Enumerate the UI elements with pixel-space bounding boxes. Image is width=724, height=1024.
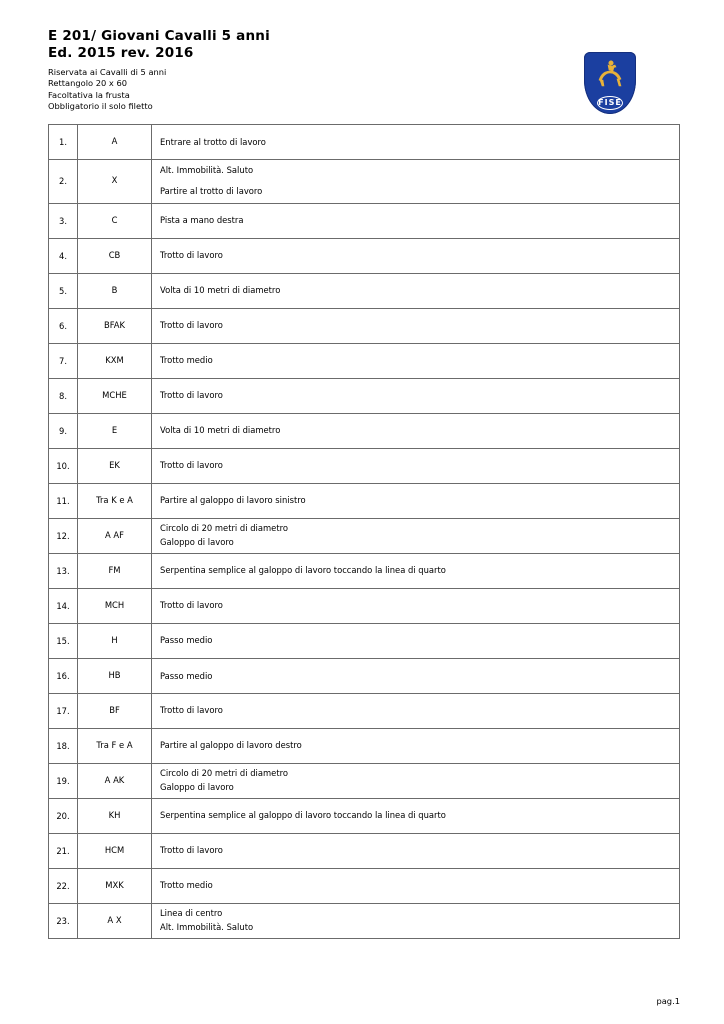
row-description: Linea di centro Alt. Immobilità. Saluto — [152, 903, 680, 938]
table-row — [49, 693, 680, 728]
subtitle-line-2: Rettangolo 20 x 60 — [48, 78, 128, 89]
row-letters: KH — [78, 798, 152, 833]
logo-text: FISE — [598, 98, 622, 107]
table-row — [49, 378, 680, 413]
table-row — [49, 483, 680, 518]
row-letters: E — [78, 413, 152, 448]
row-number: 22. — [49, 868, 78, 903]
row-letters: A — [78, 124, 152, 159]
table-row — [49, 203, 680, 238]
row-description: Serpentina semplice al galoppo di lavoro toccando la linea di quarto — [152, 798, 680, 833]
row-letters: FM — [78, 553, 152, 588]
row-number: 23. — [49, 903, 78, 938]
table-row — [49, 518, 680, 553]
row-description: Pista a mano destra — [152, 203, 680, 238]
shield-icon — [584, 52, 636, 114]
row-description: Trotto medio — [152, 868, 680, 903]
table-row — [49, 553, 680, 588]
row-description: Trotto di lavoro — [152, 378, 680, 413]
row-number: 10. — [49, 448, 78, 483]
row-letters: HCM — [78, 833, 152, 868]
table-row — [49, 798, 680, 833]
table-row — [49, 448, 680, 483]
row-description: Entrare al trotto di lavoro — [152, 124, 680, 159]
row-number: 20. — [49, 798, 78, 833]
subtitle-list — [48, 67, 518, 113]
row-letters: Tra F e A — [78, 728, 152, 763]
row-number: 9. — [49, 413, 78, 448]
row-description: Serpentina semplice al galoppo di lavoro toccando la linea di quarto — [152, 553, 680, 588]
row-letters: MXK — [78, 868, 152, 903]
horse-rider-icon — [593, 58, 627, 88]
row-letters: EK — [78, 448, 152, 483]
table-row — [49, 868, 680, 903]
table-row — [49, 124, 680, 159]
row-letters: B — [78, 273, 152, 308]
row-description: Alt. Immobilità. Saluto Partire al trotto di lavoro — [152, 159, 680, 203]
row-description: Volta di 10 metri di diametro — [152, 413, 680, 448]
page-title-line1: E 201/ Giovani Cavalli 5 anni — [48, 28, 270, 44]
row-letters: KXM — [78, 343, 152, 378]
row-number: 21. — [49, 833, 78, 868]
table-row — [49, 623, 680, 658]
row-number: 18. — [49, 728, 78, 763]
subtitle-line-3: Facoltativa la frusta — [48, 89, 130, 100]
row-letters: BFAK — [78, 308, 152, 343]
row-description: Partire al galoppo di lavoro sinistro — [152, 483, 680, 518]
row-description: Passo medio — [152, 623, 680, 658]
table-row — [49, 343, 680, 378]
row-description: Trotto di lavoro — [152, 693, 680, 728]
row-letters: CB — [78, 238, 152, 273]
row-number: 8. — [49, 378, 78, 413]
row-letters: A X — [78, 903, 152, 938]
row-number: 7. — [49, 343, 78, 378]
row-number: 15. — [49, 623, 78, 658]
row-number: 19. — [49, 763, 78, 798]
row-description: Circolo di 20 metri di diametro Galoppo di lavoro — [152, 763, 680, 798]
row-number: 14. — [49, 588, 78, 623]
row-letters: BF — [78, 693, 152, 728]
table-row — [49, 728, 680, 763]
dressage-test-table — [48, 124, 680, 939]
row-description: Partire al galoppo di lavoro destro — [152, 728, 680, 763]
page-footer: pag.1 — [656, 996, 680, 1006]
row-number: 17. — [49, 693, 78, 728]
table-row — [49, 763, 680, 798]
row-letters: MCHE — [78, 378, 152, 413]
row-description: Trotto di lavoro — [152, 238, 680, 273]
row-number: 12. — [49, 518, 78, 553]
row-number: 13. — [49, 553, 78, 588]
row-letters: A AK — [78, 763, 152, 798]
title-block — [48, 28, 518, 113]
row-number: 6. — [49, 308, 78, 343]
row-letters: Tra K e A — [78, 483, 152, 518]
row-description: Trotto di lavoro — [152, 588, 680, 623]
row-description: Circolo di 20 metri di diametro Galoppo di lavoro — [152, 518, 680, 553]
row-description: Trotto medio — [152, 343, 680, 378]
row-letters: HB — [78, 658, 152, 693]
row-number: 5. — [49, 273, 78, 308]
row-description: Volta di 10 metri di diametro — [152, 273, 680, 308]
table-row — [49, 159, 680, 203]
row-number: 16. — [49, 658, 78, 693]
row-description: Trotto di lavoro — [152, 833, 680, 868]
table-row — [49, 273, 680, 308]
table-row — [49, 413, 680, 448]
table-row — [49, 903, 680, 938]
table-row — [49, 238, 680, 273]
table-row — [49, 308, 680, 343]
table-row — [49, 588, 680, 623]
row-description: Passo medio — [152, 658, 680, 693]
row-number: 4. — [49, 238, 78, 273]
table-row — [49, 658, 680, 693]
row-letters: MCH — [78, 588, 152, 623]
row-letters: H — [78, 623, 152, 658]
subtitle-line-1: Riservata ai Cavalli di 5 anni — [48, 67, 167, 77]
table-row — [49, 833, 680, 868]
row-description: Trotto di lavoro — [152, 308, 680, 343]
row-letters: X — [78, 159, 152, 203]
row-number: 1. — [49, 124, 78, 159]
page-title-line2: Ed. 2015 rev. 2016 — [48, 45, 194, 61]
fise-logo — [584, 52, 636, 114]
row-description: Trotto di lavoro — [152, 448, 680, 483]
document-header — [48, 28, 680, 113]
row-number: 3. — [49, 203, 78, 238]
subtitle-line-4: Obbligatorio il solo filetto — [48, 101, 153, 112]
row-letters: C — [78, 203, 152, 238]
row-number: 11. — [49, 483, 78, 518]
row-number: 2. — [49, 159, 78, 203]
row-letters: A AF — [78, 518, 152, 553]
table-body — [49, 124, 680, 938]
